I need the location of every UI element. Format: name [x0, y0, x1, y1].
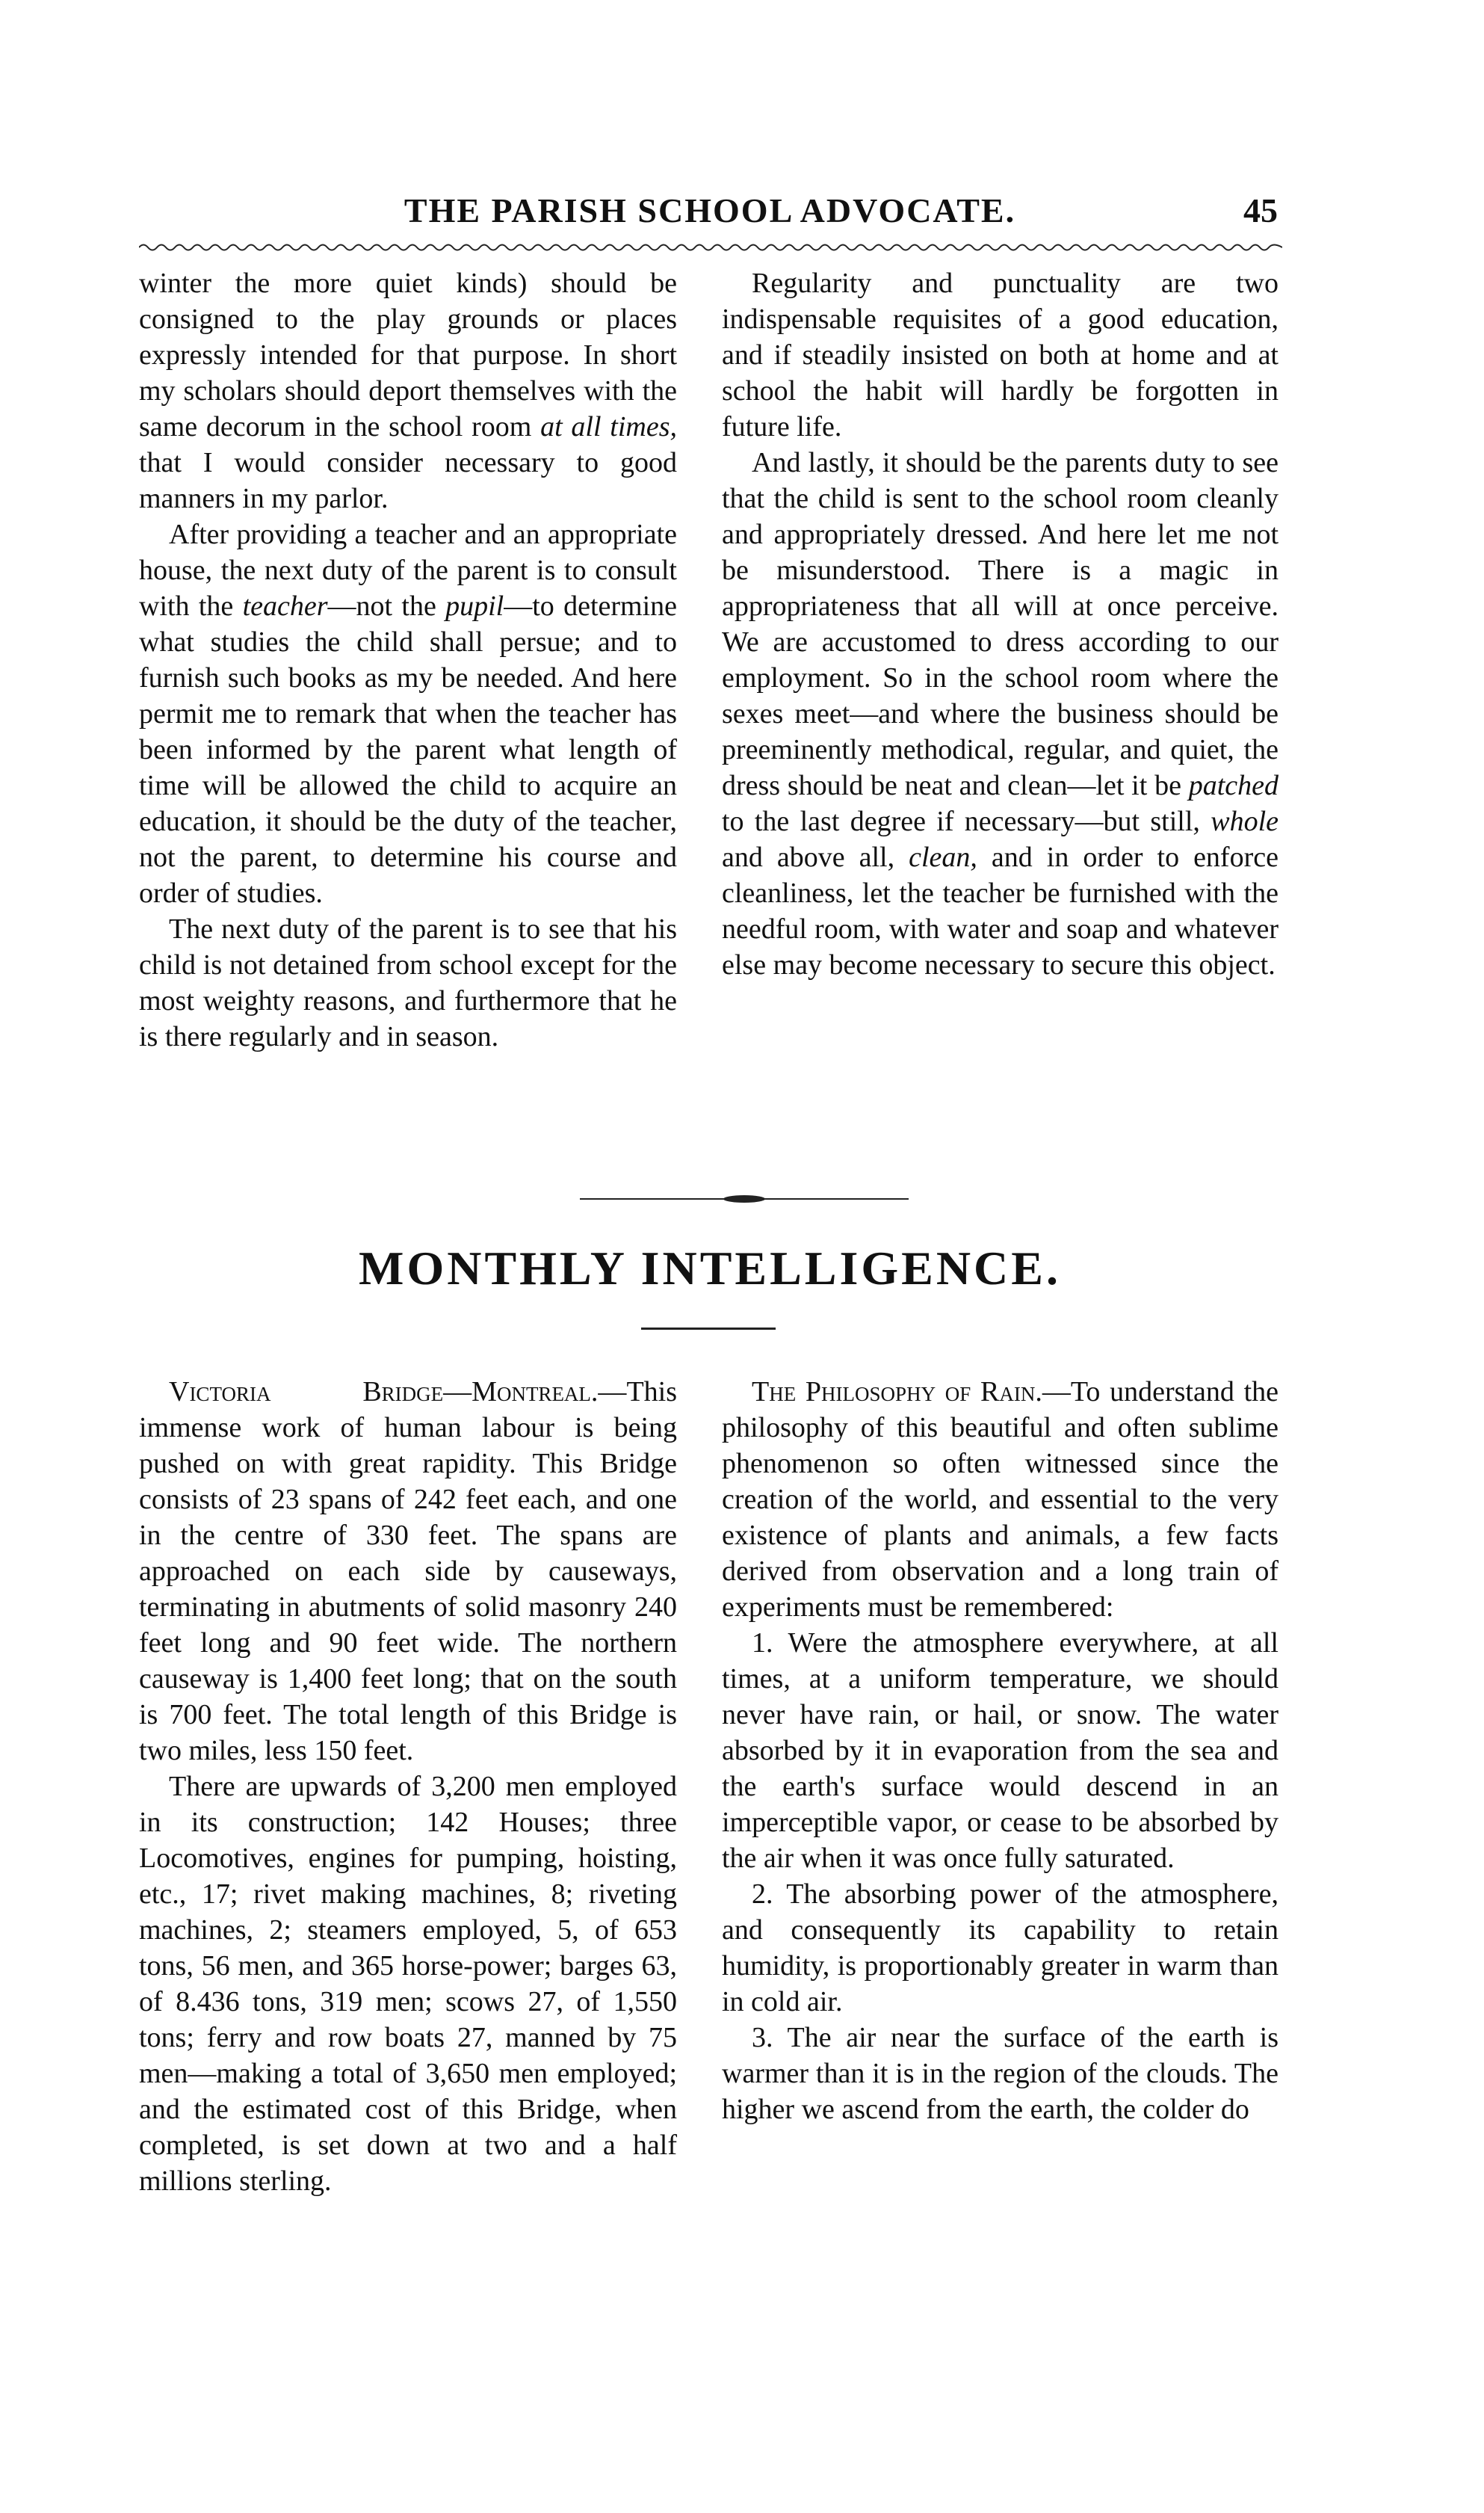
text-span: This immense work of human labour is being pushed on with great rapidity. This Bridge consists of 23 spans of 242 feet each, and one in the centre of 330 feet. The spans are approached on each side by causeways, terminating in abutments of solid masonry 240 feet long and 90 feet wide. The northern causeway is 1,400 feet long; that on the south is 700 feet. The total length of this Bridge is two miles, less 150 feet. — [139, 1376, 677, 1766]
page-number: 45 — [1243, 191, 1278, 229]
rain-paragraph-2: 1. Were the atmosphere everywhere, at all times, at a uniform temperature, we should never have rain, or hail, or snow. The water absorbed by it in evaporation from the sea and the earth's surface would descend in an imperceptible vapor, or cease to be absorbed by the air when it was once fully saturated. — [722, 1627, 1279, 1874]
rain-paragraph-3: 2. The absorbing power of the atmosphere, and consequently its capability to retain humidity, is proportionably greater in warm than in cold air. — [722, 1878, 1279, 2017]
emphasis-text: teacher — [242, 591, 328, 622]
top-left-paragraph-3: The next duty of the parent is to see that his child is not detained from school except for the most weighty reasons, and furthermore that he is there regularly and in season. — [139, 913, 677, 1052]
article-heading: Victoria Bridge—Montreal.— — [169, 1376, 627, 1407]
top-left-column — [139, 265, 677, 1055]
victoria-bridge-paragraph-2: There are upwards of 3,200 men employed in its construction; 142 Houses; three Locomotives, engines for pumping, hoisting, etc., 17; rivet making machines, 8; riveting machines, 2; steamers employed, 5, of 653 tons, 56 men, and 365 horse-power; barges 63, of 8.436 tons, 319 men; scows 27, of 1,550 tons; ferry and row boats 27, manned by 75 men—making a total of 3,650 men employed; and the estimated cost of this Bridge, when completed, is set down at two and a half millions sterling. — [139, 1771, 677, 2197]
text-span: And lastly, it should be the parents duty to see that the child is sent to the school room cleanly and appropriately dressed. And here let me not be misunderstood. There is a magic in appropriateness that all will at once perceive. We are accustomed to dress according to our employment. So in the school room where the sexes meet—and where the business should be preeminently methodical, regular, and quiet, the dress should be neat and clean—let it be — [722, 447, 1279, 801]
text-span: —not the — [327, 591, 446, 622]
text-span: To understand the philosophy of this beautiful and often sublime phenomenon so often witnessed since the creation of the world, and essential to the very existence of plants and animals, a few facts derived from observation and a long train of experiments must be remembered: — [722, 1376, 1279, 1623]
emphasis-text: pupil — [445, 591, 504, 622]
text-span: to the last degree if necessary—but still, — [722, 806, 1211, 837]
rain-paragraph-1 — [722, 1374, 1279, 1625]
header-wavy-rule — [139, 241, 1282, 254]
section-title: MONTHLY INTELLIGENCE. — [359, 1242, 1061, 1295]
article-heading: The Philosophy of Rain.— — [752, 1376, 1071, 1407]
running-title: THE PARISH SCHOOL ADVOCATE. — [404, 191, 1016, 229]
text-span: and in order to enforce cleanliness, let the teacher be furnished with the needful room, with water and soap and whatever else may become necessary to secure this object. — [722, 842, 1279, 981]
emphasis-text: patched — [1188, 770, 1279, 801]
section-separator-rule — [580, 1194, 909, 1204]
text-span: —to determine what studies the child shall persue; and to furnish such books as my be needed. And here permit me to remark that when the teacher has been informed by the parent what length of time will be allowed the child to acquire an education, it should be the duty of the teacher, not the parent, to determine his course and order of studies. — [139, 591, 678, 909]
top-left-paragraph-2 — [139, 517, 677, 911]
top-right-column — [722, 265, 1279, 983]
text-span: that I would consider necessary to good manners in my parlor. — [139, 447, 677, 514]
emphasis-text: whole — [1211, 806, 1279, 837]
top-right-paragraph-1: Regularity and punctuality are two indispensable requisites of a good education, and if steadily insisted on both at home and at school the habit will hardly be forgotten in future life. — [722, 268, 1279, 443]
emphasis-text: at all times, — [540, 411, 677, 443]
rain-paragraph-4: 3. The air near the surface of the earth is warmer than it is in the region of the clouds. The higher we ascend from the earth, the colder do — [722, 2022, 1279, 2125]
running-head — [142, 178, 1278, 230]
emphasis-text: clean, — [909, 842, 977, 873]
section-title-underline — [641, 1328, 776, 1330]
victoria-bridge-paragraph-1 — [139, 1374, 677, 1769]
text-span: After providing a teacher and an appropriate house, the next duty of the parent is to consult with the — [139, 519, 677, 622]
top-left-paragraph-1 — [139, 265, 677, 517]
top-right-paragraph-2 — [722, 445, 1279, 983]
bottom-right-column — [722, 1374, 1279, 2127]
text-span: and above all, — [722, 842, 909, 873]
bottom-left-column — [139, 1374, 677, 2199]
text-span: winter the more quiet kinds) should be consigned to the play grounds or places expressly intended for that purpose. In short my scholars should deport themselves with the same decorum in the school room — [139, 268, 677, 443]
